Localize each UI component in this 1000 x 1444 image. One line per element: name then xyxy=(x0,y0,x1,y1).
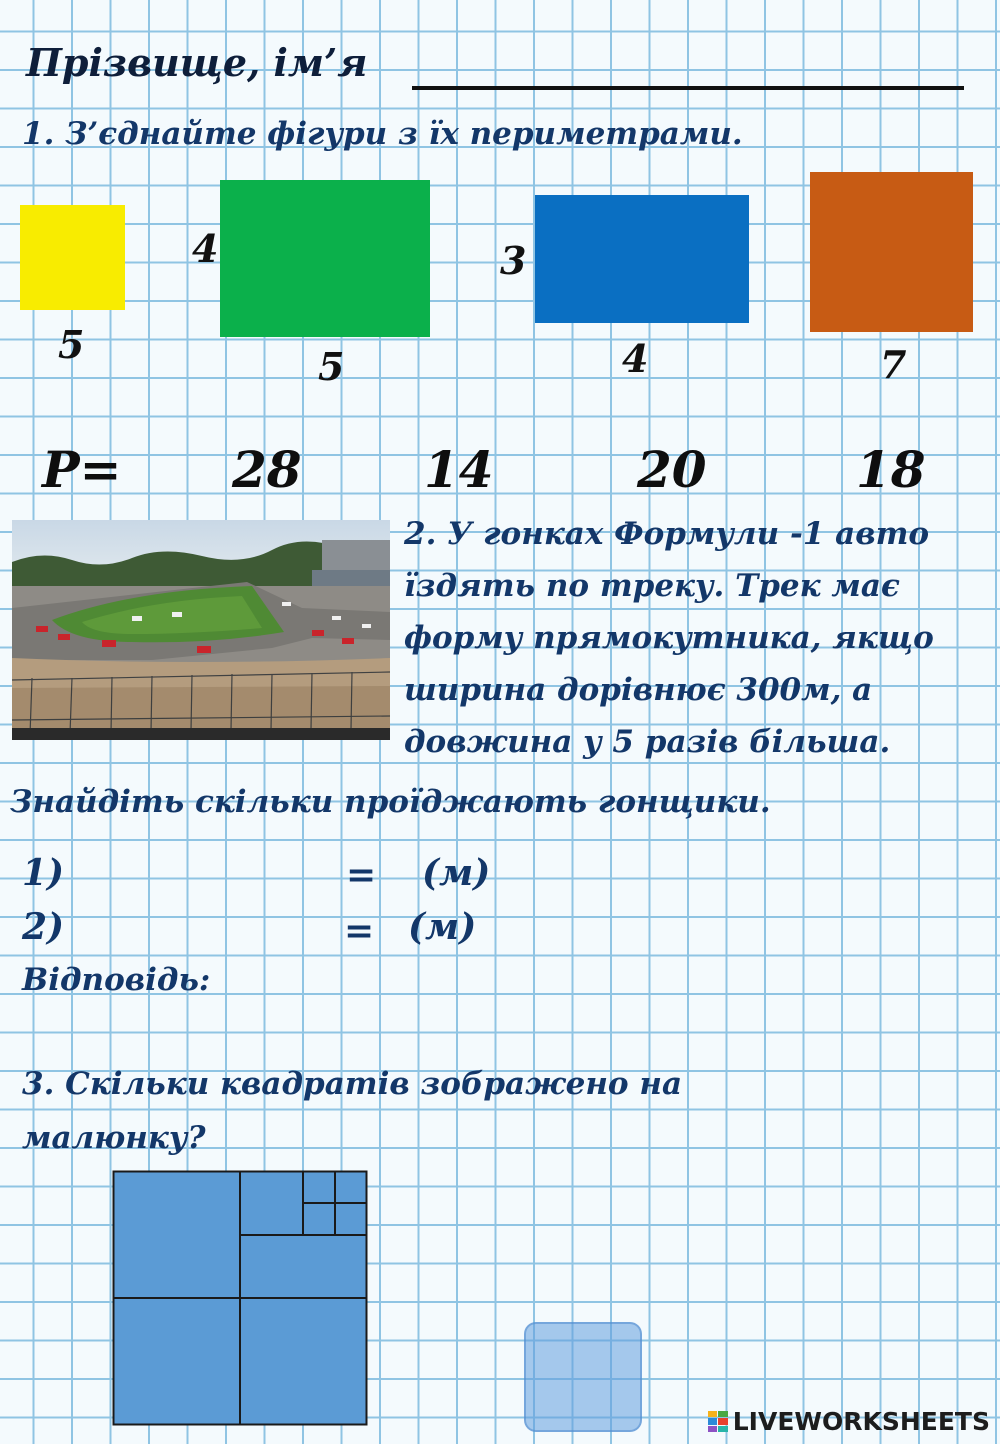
perimeter-option-18[interactable]: 18 xyxy=(856,440,926,499)
blue-rectangle[interactable] xyxy=(535,195,749,323)
step2-unit: (м) xyxy=(408,906,477,948)
liveworksheets-logo-icon xyxy=(708,1411,728,1433)
race-track-photo xyxy=(12,520,390,740)
step2-expression-input[interactable] xyxy=(80,910,330,950)
orange-square-side-label: 7 xyxy=(880,342,907,387)
task3-line-1: 3. Скільки квадратів зображено на xyxy=(22,1066,683,1102)
answer-drop-box[interactable] xyxy=(524,1322,642,1432)
blue-rect-height-label: 3 xyxy=(500,238,527,283)
name-input-line[interactable] xyxy=(412,86,964,90)
yellow-square-side-label: 5 xyxy=(58,322,85,367)
step1-number: 1) xyxy=(22,852,65,894)
task2-line-5: довжина у 5 разів більша. xyxy=(404,724,891,760)
liveworksheets-watermark xyxy=(708,1407,990,1436)
task3-line-2: малюнку? xyxy=(22,1120,206,1156)
step1-result-input[interactable] xyxy=(372,856,418,896)
name-label: Прізвище, ім’я xyxy=(26,40,368,85)
step1-expression-input[interactable] xyxy=(80,856,330,896)
green-rect-width-label: 5 xyxy=(318,344,345,389)
perimeter-option-20[interactable]: 20 xyxy=(637,440,707,499)
answer-input[interactable] xyxy=(230,962,950,1002)
answer-label: Відповідь: xyxy=(22,962,211,998)
squares-figure xyxy=(112,1170,368,1426)
step2-number: 2) xyxy=(22,906,65,948)
perimeter-option-28[interactable]: 28 xyxy=(232,440,302,499)
task1-title: 1. З’єднайте фігури з їх периметрами. xyxy=(22,116,743,152)
step2-equals: = xyxy=(344,910,375,952)
watermark-text: LIVEWORKSHEETS xyxy=(732,1407,990,1436)
task2-line-4: ширина дорівнює 300м, а xyxy=(404,672,873,708)
orange-square[interactable] xyxy=(810,172,973,332)
step2-result-input[interactable] xyxy=(368,910,406,950)
green-rect-height-label: 4 xyxy=(192,226,219,271)
yellow-square[interactable] xyxy=(20,205,125,310)
perimeter-option-14[interactable]: 14 xyxy=(424,440,494,499)
task2-question: Знайдіть скільки проїджають гонщики. xyxy=(10,784,771,820)
perimeter-label: P= xyxy=(42,440,122,499)
blue-rect-width-label: 4 xyxy=(622,336,649,381)
step1-unit: (м) xyxy=(422,852,491,894)
green-rectangle[interactable] xyxy=(220,180,430,337)
task2-line-2: їздять по треку. Трек має xyxy=(404,568,900,604)
step1-equals: = xyxy=(346,854,377,896)
task2-line-1: 2. У гонках Формули -1 авто xyxy=(404,516,930,552)
task2-line-3: форму прямокутника, якщо xyxy=(404,620,934,656)
